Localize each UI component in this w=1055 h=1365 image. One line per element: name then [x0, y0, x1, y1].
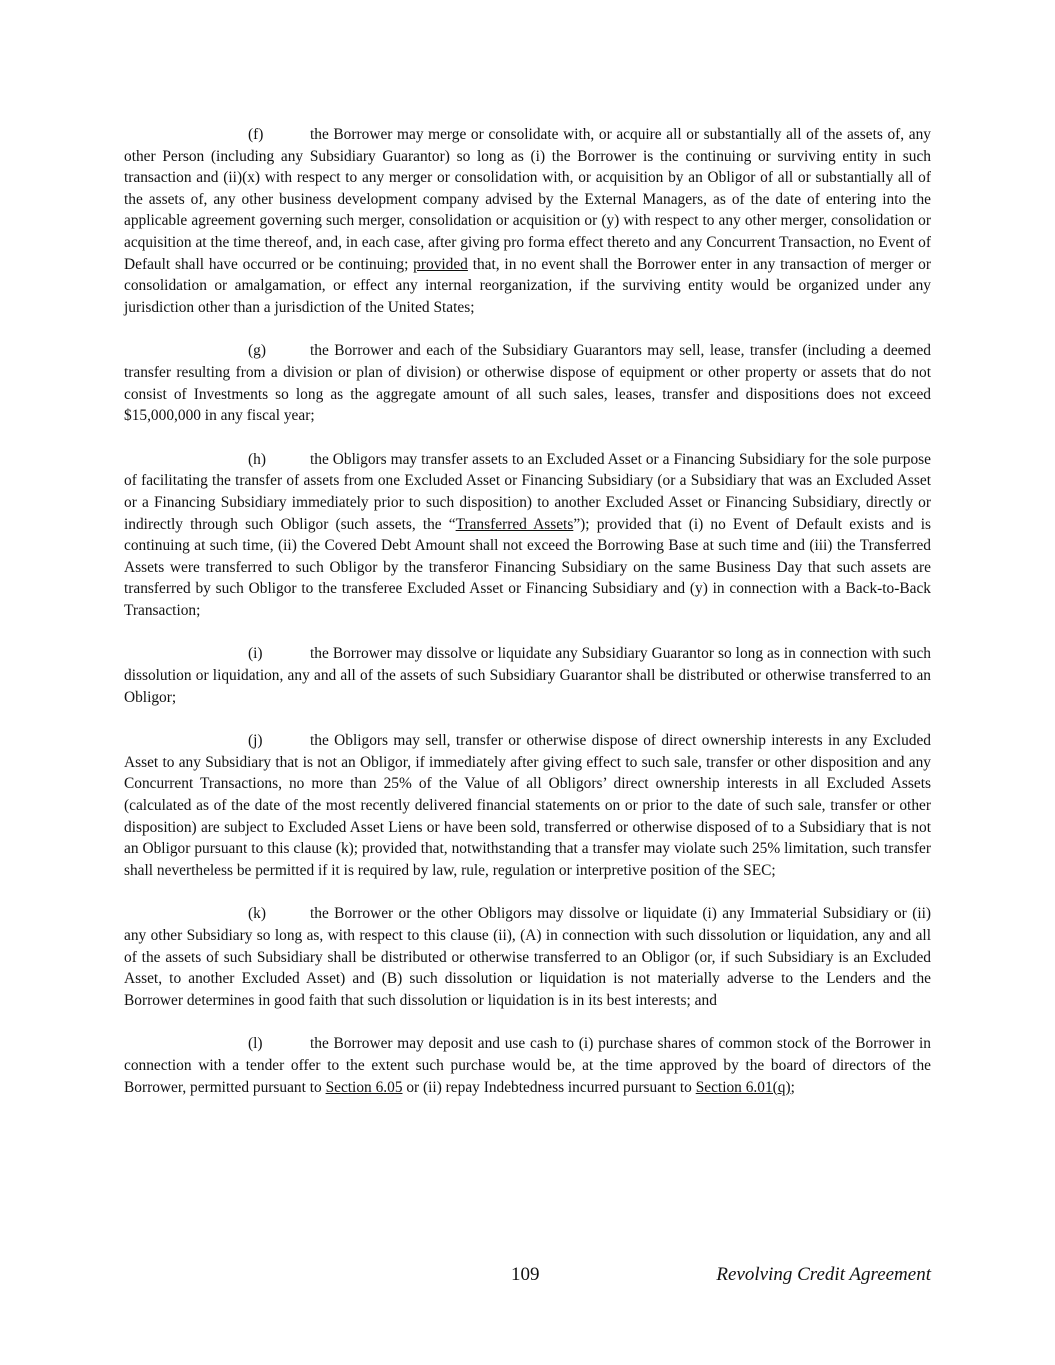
clause-label: (j)	[248, 732, 263, 750]
paragraph-h: (h) the Obligors may transfer assets to an Excluded Asset or a Financing Subsidiary for the sole purpose of facilitating the transfer of assets from one Excluded Asset or Financing Subsidiary (or a Subsidiary that was an Excluded Asset or a Financing Subsidiary immediately prior to such disposition) to another Excluded Asset or Financing Subsidiary, directly or indirectly through such Obligor (such assets, the “Transferred Assets”); provided that (i) no Event of Default exists and is continuing at such time, (ii) the Covered Debt Amount shall not exceed the Borrowing Base at such time and (iii) the Transferred Assets were transferred to such Obligor by the transferor Financing Subsidiary on the same Business Day that such assets are transferred by such Obligor to the transferee Excluded Asset or Financing Subsidiary and (y) in connection with a Back-to-Back Transaction;	[124, 450, 932, 619]
clause-label: (g)	[248, 342, 266, 360]
clause-label: (k)	[248, 905, 266, 923]
cross-reference-section-6-05: Section 6.05	[325, 1078, 403, 1096]
document-title: Revolving Credit Agreement	[716, 1264, 931, 1285]
clause-label: (l)	[248, 1035, 263, 1053]
clause-label: (f)	[248, 126, 264, 143]
clause-label: (i)	[248, 645, 263, 663]
paragraph-j: (j) the Obligors may sell, transfer or otherwise dispose of direct ownership interests in any Excluded Asset to any Subsidiary that is not an Obligor, if immediately after giving effect to such sale, transfer or other disposition and any Concurrent Transactions, no more than 25% of the Value of all Obligors’ direct ownership interests in all Excluded Assets (calculated as of the date of the most recently delivered financial statements on or prior to the date of such sale, transfer or other disposition) are subject to Excluded Asset Liens or have been sold, transferred or otherwise disposed of to a Subsidiary that is not an Obligor pursuant to this clause (k); provided that, notwithstanding that a transfer may violate such 25% limitation, such transfer shall nevertheless be permitted if it is required by law, rule, regulation or interpretive position of the SEC;	[124, 732, 931, 879]
page-footer	[124, 1264, 931, 1288]
paragraph-l: (l) the Borrower may deposit and use cash to (i) purchase shares of common stock of the Borrower in connection with a tender offer to the extent such purchase would be, at the time approved by the board of directors of the Borrower, permitted pursuant to Section 6.05 or (ii) repay Indebtedness incurred pursuant to Section 6.01(q);	[124, 1035, 931, 1096]
document-body	[124, 124, 931, 1120]
paragraph-f: (f) the Borrower may merge or consolidate with, or acquire all or substantially all of the assets of, any other Person (including any Subsidiary Guarantor) so long as (i) the Borrower is the continuing or surviving entity in such transaction and (ii)(x) with respect to any merger or consolidation with, or acquisition by an Obligor of all or substantially all of the assets of, any other business development company advised by the External Managers, as of the date of entering into the applicable agreement governing such merger, consolidation or acquisition or (y) with respect to any other merger, consolidation or acquisition at the time thereof, and, in each case, after giving pro forma effect thereto and any Concurrent Transaction, no Event of Default shall have occurred or be continuing; provided that, in no event shall the Borrower enter in any transaction of merger or consolidation or amalgamation, or effect any internal reorganization, if the surviving entity would be organized under any jurisdiction other than a jurisdiction of the United States;	[124, 126, 931, 316]
defined-term-transferred-assets: Transferred Assets	[455, 515, 574, 533]
paragraph-i: (i) the Borrower may dissolve or liquidate any Subsidiary Guarantor so long as in connection with such dissolution or liquidation, any and all of the assets of such Subsidiary Guarantor shall be distributed or otherwise transferred to an Obligor;	[124, 645, 931, 706]
page-number: 109	[511, 1264, 540, 1285]
paragraph-k: (k) the Borrower or the other Obligors may dissolve or liquidate (i) any Immaterial Subsidiary or (ii) any other Subsidiary so long as, with respect to this clause (ii), (A) in connection with such dissolution or liquidation, any and all of the assets of such Subsidiary shall be distributed or otherwise transferred to an Obligor (or, if such Subsidiary is an Excluded Asset, to another Excluded Asset) and (B) such dissolution or liquidation is not materially adverse to the Lenders and the Borrower determines in good faith that such dissolution or liquidation is in its best interests; and	[124, 905, 931, 1009]
paragraph-g: (g) the Borrower and each of the Subsidiary Guarantors may sell, lease, transfer (including a deemed transfer resulting from a division or plan of division) or otherwise dispose of equipment or other property or assets that do not consist of Investments so long as the aggregate amount of all such sales, leases, transfer and dispositions does not exceed $15,000,000 in any fiscal year;	[124, 342, 931, 425]
clause-label: (h)	[248, 450, 266, 468]
defined-term-provided: provided	[413, 255, 468, 273]
cross-reference-section-6-01q: Section 6.01(q)	[695, 1078, 791, 1096]
